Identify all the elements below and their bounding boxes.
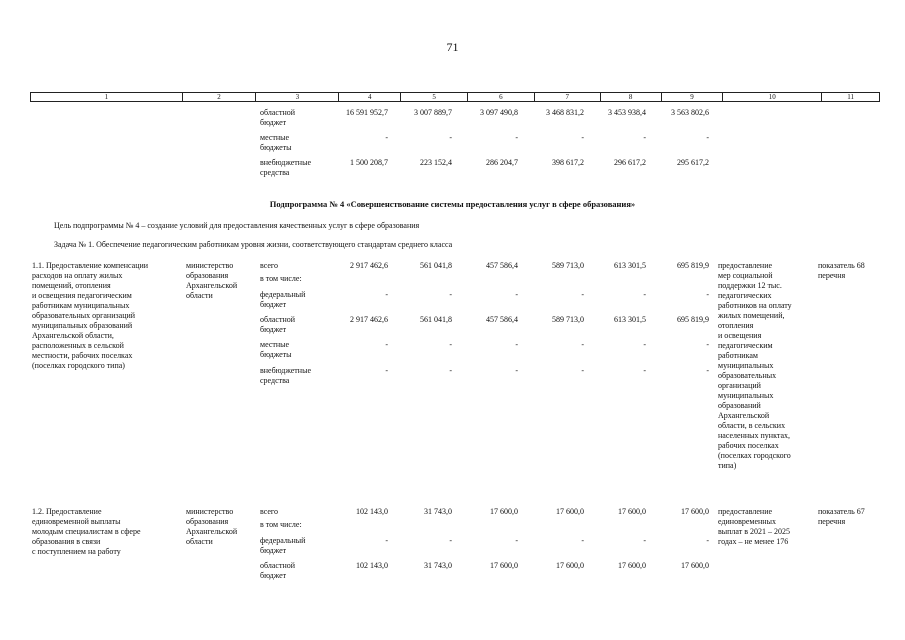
item-name: Архангельской области, (32, 331, 114, 340)
item-name: (поселках городского типа) (32, 361, 125, 370)
source-label: в том числе: (260, 520, 302, 529)
source-label: федеральный (260, 290, 306, 299)
source-label: местные (260, 340, 290, 349)
item-result: организаций (718, 381, 761, 390)
value-cell: 2 917 462,6 (350, 261, 388, 270)
value-cell: - (515, 290, 518, 299)
item-name: образования в связи (32, 537, 101, 546)
task-text: Задача № 1. Обеспечение педагогическим работникам уровня жизни, соответствующего стандартам среднего класса (54, 240, 453, 249)
item-result: педагогических (718, 291, 772, 300)
item-name: расположенных в сельской (32, 341, 124, 350)
item-result: образований (718, 401, 761, 410)
item-executor: министерство (186, 261, 234, 270)
value-cell: 31 743,0 (424, 507, 452, 516)
value-cell: - (581, 536, 584, 545)
source-label: областной (260, 315, 296, 324)
source-label: всего (260, 261, 279, 270)
item-result: мер социальной (718, 271, 773, 280)
value-cell: 457 586,4 (486, 261, 518, 270)
value-cell: - (385, 133, 388, 142)
header-col-2: 2 (183, 93, 257, 101)
item-result: предоставление (718, 507, 773, 516)
header-col-11: 11 (847, 93, 854, 101)
value-cell: - (385, 536, 388, 545)
value-cell: 17 600,0 (556, 507, 584, 516)
value-cell: 695 819,9 (677, 315, 709, 324)
item-result: жилых помещений, (718, 311, 785, 320)
source-label: бюджеты (260, 143, 292, 152)
source-label: бюджет (260, 546, 287, 555)
source-label: средства (260, 376, 290, 385)
value-cell: 3 007 889,7 (414, 108, 452, 117)
value-cell: 3 563 802,6 (671, 108, 709, 117)
value-cell: - (706, 290, 709, 299)
value-cell: 695 819,9 (677, 261, 709, 270)
source-label: бюджет (260, 118, 287, 127)
item-name: помещений, отопления (32, 281, 111, 290)
table-header-row (30, 92, 880, 102)
item-executor: образования (186, 271, 229, 280)
value-cell: 17 600,0 (556, 561, 584, 570)
item-result: выплат в 2021 – 2025 (718, 527, 791, 536)
header-col-4: 4 (339, 93, 401, 101)
source-label: бюджет (260, 571, 287, 580)
value-cell: 589 713,0 (552, 315, 584, 324)
item-name: муниципальных образований (32, 321, 133, 330)
header-col-9: 9 (662, 93, 724, 101)
value-cell: 17 600,0 (490, 507, 518, 516)
header-col-7: 7 (535, 93, 601, 101)
item-indicator: перечня (818, 271, 846, 280)
value-cell: 296 617,2 (614, 158, 646, 167)
value-cell: - (581, 340, 584, 349)
value-cell: - (643, 290, 646, 299)
value-cell: 613 301,5 (614, 315, 646, 324)
value-cell: 17 600,0 (681, 507, 709, 516)
value-cell: - (581, 290, 584, 299)
item-result: (поселках городского (718, 451, 791, 460)
item-result: Архангельской (718, 411, 770, 420)
value-cell: 561 041,8 (420, 315, 452, 324)
value-cell: 457 586,4 (486, 315, 518, 324)
item-result: предоставление (718, 261, 773, 270)
item-name: единовременной выплаты (32, 517, 121, 526)
item-name: местности, рабочих поселках (32, 351, 133, 360)
source-label: внебюджетные (260, 158, 311, 167)
item-result: образовательных (718, 371, 777, 380)
value-cell: - (449, 366, 452, 375)
value-cell: - (515, 366, 518, 375)
item-result: работников на оплату (718, 301, 792, 310)
item-name: с поступлением на работу (32, 547, 121, 556)
value-cell: 3 468 831,2 (546, 108, 584, 117)
item-name: работникам муниципальных (32, 301, 130, 310)
source-label: всего (260, 507, 279, 516)
value-cell: - (643, 536, 646, 545)
item-result: поддержки 12 тыс. (718, 281, 782, 290)
header-col-3: 3 (256, 93, 339, 101)
item-result: муниципальных (718, 361, 774, 370)
item-result: годах – не менее 176 (718, 537, 789, 546)
value-cell: - (643, 133, 646, 142)
value-cell: - (581, 133, 584, 142)
item-result: муниципальных (718, 391, 774, 400)
value-cell: - (706, 366, 709, 375)
item-indicator: перечня (818, 517, 846, 526)
source-label: в том числе: (260, 274, 302, 283)
source-label: бюджет (260, 325, 287, 334)
item-executor: министерство (186, 507, 234, 516)
item-name: расходов на оплату жилых (32, 271, 123, 280)
value-cell: 17 600,0 (490, 561, 518, 570)
value-cell: 3 097 490,8 (480, 108, 518, 117)
item-indicator: показатель 67 (818, 507, 865, 516)
source-label: областной (260, 561, 296, 570)
value-cell: 286 204,7 (486, 158, 518, 167)
header-col-8: 8 (601, 93, 662, 101)
value-cell: 223 152,4 (420, 158, 452, 167)
page-number: 71 (446, 40, 459, 54)
value-cell: - (515, 133, 518, 142)
item-executor: Архангельской (186, 527, 238, 536)
value-cell: 102 143,0 (356, 561, 388, 570)
item-result: типа) (718, 461, 737, 470)
value-cell: - (706, 133, 709, 142)
item-indicator: показатель 68 (818, 261, 865, 270)
goal-text: Цель подпрограммы № 4 – создание условий для предоставления качественных услуг в сфере образования (54, 221, 420, 230)
item-result: педагогическим (718, 341, 773, 350)
item-result: области, в сельских (718, 421, 786, 430)
value-cell: - (385, 290, 388, 299)
item-executor: Архангельской (186, 281, 238, 290)
value-cell: 295 617,2 (677, 158, 709, 167)
item-name: 1.1. Предоставление компенсации (32, 261, 149, 270)
value-cell: 3 453 938,4 (608, 108, 646, 117)
item-result: населенных пунктах, (718, 431, 790, 440)
item-result: и освещения (718, 331, 762, 340)
header-col-10: 10 (723, 93, 822, 101)
item-name: молодым специалистам в сфере (32, 527, 141, 536)
value-cell: 561 041,8 (420, 261, 452, 270)
item-name: и освещения педагогическим (32, 291, 132, 300)
source-label: бюджет (260, 300, 287, 309)
value-cell: - (515, 536, 518, 545)
item-result: отопления (718, 321, 754, 330)
item-result: единовременных (718, 517, 776, 526)
value-cell: - (385, 366, 388, 375)
value-cell: - (643, 340, 646, 349)
source-label: внебюджетные (260, 366, 311, 375)
value-cell: 398 617,2 (552, 158, 584, 167)
source-label: федеральный (260, 536, 306, 545)
source-label: бюджеты (260, 350, 292, 359)
item-executor: области (186, 291, 213, 300)
item-result: рабочих поселках (718, 441, 779, 450)
header-col-6: 6 (468, 93, 535, 101)
item-name: 1.2. Предоставление (32, 507, 102, 516)
value-cell: - (643, 366, 646, 375)
value-cell: - (449, 133, 452, 142)
value-cell: 2 917 462,6 (350, 315, 388, 324)
value-cell: 102 143,0 (356, 507, 388, 516)
value-cell: 17 600,0 (681, 561, 709, 570)
subprogram-title: Подпрограмма № 4 «Совершенствование системы предоставления услуг в сфере образования» (269, 199, 636, 209)
value-cell: - (385, 340, 388, 349)
value-cell: 17 600,0 (618, 507, 646, 516)
value-cell: - (706, 340, 709, 349)
value-cell: 1 500 208,7 (350, 158, 388, 167)
value-cell: 16 591 952,7 (346, 108, 388, 117)
item-result: работникам (718, 351, 758, 360)
value-cell: 613 301,5 (614, 261, 646, 270)
source-label: средства (260, 168, 290, 177)
value-cell: 17 600,0 (618, 561, 646, 570)
value-cell: - (515, 340, 518, 349)
value-cell: 31 743,0 (424, 561, 452, 570)
item-name: образовательных организаций (32, 311, 136, 320)
header-col-5: 5 (401, 93, 468, 101)
value-cell: - (449, 536, 452, 545)
item-executor: области (186, 537, 213, 546)
value-cell: - (706, 536, 709, 545)
value-cell: - (449, 290, 452, 299)
item-executor: образования (186, 517, 229, 526)
value-cell: - (449, 340, 452, 349)
source-label: областной (260, 108, 296, 117)
source-label: местные (260, 133, 290, 142)
value-cell: 589 713,0 (552, 261, 584, 270)
value-cell: - (581, 366, 584, 375)
header-col-1: 1 (31, 93, 183, 101)
